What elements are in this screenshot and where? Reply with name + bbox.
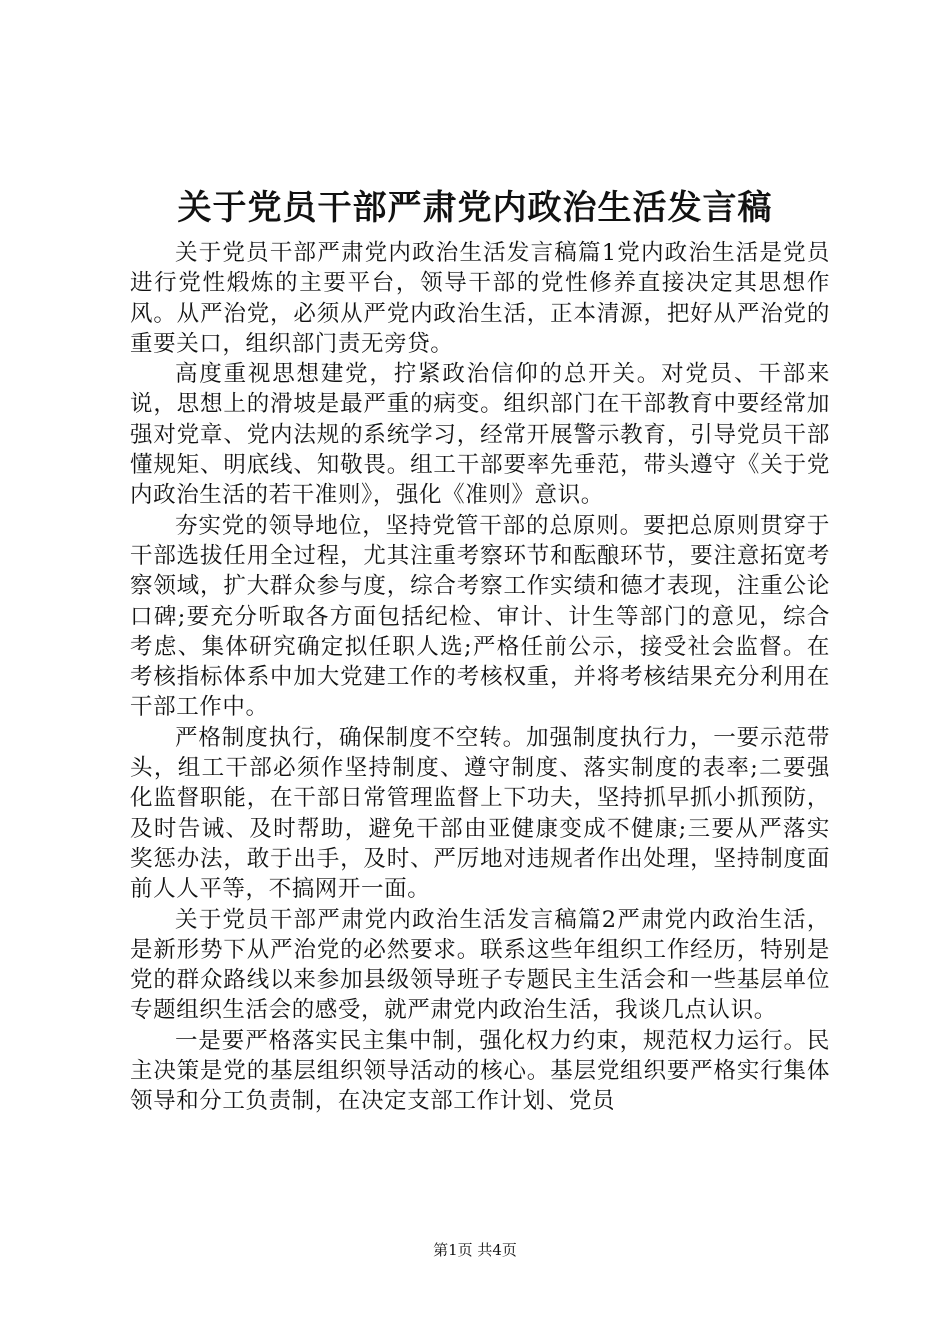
page-footer: 第1页 共4页 — [433, 1241, 517, 1259]
paragraph-5: 关于党员干部严肃党内政治生活发言稿篇2严肃党内政治生活，是新形势下从严治党的必然要求。联系这些年组织工作经历，特别是党的群众路线以来参加县级领导班子专题民主生活会和一些基层单位专题组织生活会的感受，就严肃党内政治生活，我谈几点认识。 — [130, 906, 830, 1024]
paragraph-3: 夯实党的领导地位，坚持党管干部的总原则。要把总原则贯穿于干部选拔任用全过程，尤其注重考察环节和酝酿环节，要注意拓宽考察领域，扩大群众参与度，综合考察工作实绩和德才表现，注重公论口碑;要充分听取各方面包括纪检、审计、计生等部门的意见，综合考虑、集体研究确定拟任职人选;严格任前公示，接受社会监督。在考核指标体系中加大党建工作的考核权重，并将考核结果充分利用在干部工作中。 — [130, 512, 830, 721]
paragraph-4: 严格制度执行，确保制度不空转。加强制度执行力，一要示范带头，组工干部必须作坚持制度、遵守制度、落实制度的表率;二要强化监督职能，在干部日常管理监督上下功夫，坚持抓早抓小抓预防，及时告诫、及时帮助，避免干部由亚健康变成不健康;三要从严落实奖惩办法，敢于出手，及时、严厉地对违规者作出处理，坚持制度面前人人平等，不搞网开一面。 — [130, 724, 830, 903]
document-title: 关于党员干部严肃党内政治生活发言稿 — [177, 188, 773, 228]
paragraph-2: 高度重视思想建党，拧紧政治信仰的总开关。对党员、干部来说，思想上的滑坡是最严重的病变。组织部门在干部教育中要经常加强对党章、党内法规的系统学习，经常开展警示教育，引导党员干部懂规矩、明底线、知敬畏。组工干部要率先垂范，带头遵守《关于党内政治生活的若干准则》，强化《准则》意识。 — [130, 361, 830, 509]
paragraph-6: 一是要严格落实民主集中制，强化权力约束，规范权力运行。民主决策是党的基层组织领导活动的核心。基层党组织要严格实行集体领导和分工负责制，在决定支部工作计划、党员 — [130, 1027, 830, 1115]
paragraph-1: 关于党员干部严肃党内政治生活发言稿篇1党内政治生活是党员进行党性煅炼的主要平台，领导干部的党性修养直接决定其思想作风。从严治党，必须从严党内政治生活，正本清源，把好从严治党的重要关口，组织部门责无旁贷。 — [130, 240, 830, 357]
document-body — [130, 238, 830, 1117]
